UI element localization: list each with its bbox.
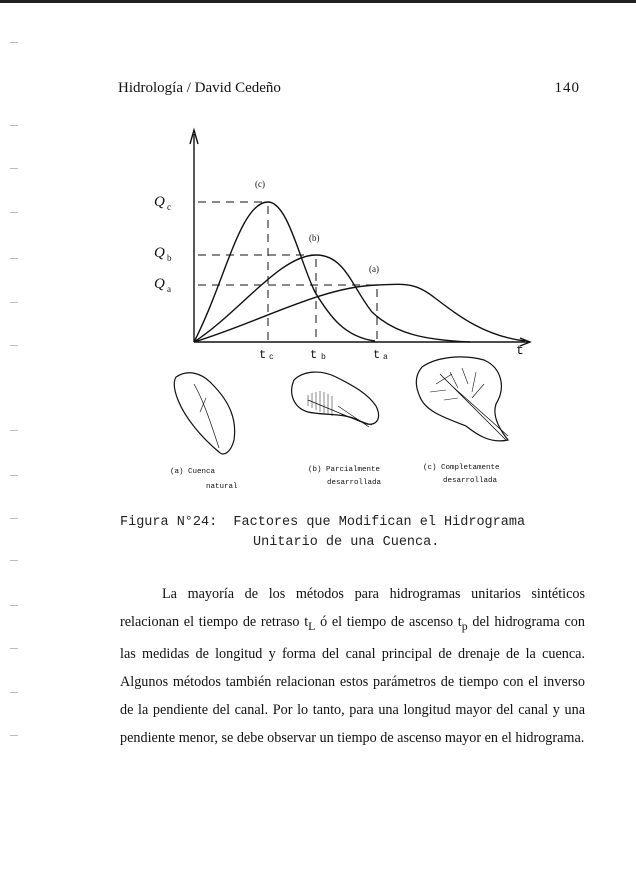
- curve-label-c: (c): [255, 179, 265, 189]
- paragraph-part-2: ó el tiempo de ascenso t: [315, 614, 462, 630]
- paragraph-part-1: La mayoría de los métodos para hidrogramas unitarios sintéticos relacionan el tiempo de retraso t: [120, 586, 585, 630]
- paragraph-part-3: del hidrograma con las medidas de longitud y forma del canal principal de drenaje de la cuenca. Algunos métodos también relacionan estos parámetros de tiempo con el inverso de la pendiente del canal. Por lo tanto, para una longitud mayor del canal y una pendiente menor, se debe observar un tiempo de ascenso mayor en el hidrograma.: [120, 614, 585, 746]
- panel-b-line2: desarrollada: [327, 479, 382, 487]
- curve-label-a: (a): [369, 264, 379, 274]
- x-label-ta: t: [373, 348, 381, 362]
- top-border: [0, 0, 636, 3]
- y-label-qb-sub: b: [167, 253, 172, 263]
- hydrograph-curve-b: [194, 255, 470, 342]
- x-axis-t-label: t: [516, 343, 524, 358]
- y-label-qb: Q: [154, 245, 165, 261]
- x-label-tc-sub: c: [269, 353, 274, 362]
- hydrograph-svg: [140, 122, 550, 497]
- caption-line-2: Unitario de una Cuenca.: [253, 535, 440, 550]
- panel-c-line1: (c) Completamente: [423, 464, 500, 472]
- y-label-qc-sub: c: [167, 202, 171, 212]
- page-number: 140: [554, 80, 580, 96]
- y-label-qa: Q: [154, 276, 165, 292]
- y-label-qa-sub: a: [167, 284, 171, 294]
- header-title: Hidrología / David Cedeño: [118, 80, 281, 96]
- body-paragraph: [120, 580, 585, 752]
- panel-c-line2: desarrollada: [443, 477, 498, 485]
- hydrograph-figure: [140, 122, 550, 497]
- x-label-tb: t: [310, 348, 318, 362]
- scan-margin-marks: [6, 0, 26, 872]
- watershed-developed-drawing: [416, 357, 508, 441]
- x-label-tc: t: [259, 348, 267, 362]
- subscript-p: p: [461, 618, 468, 633]
- panel-a-line1: (a) Cuenca: [170, 468, 216, 476]
- x-label-tb-sub: b: [321, 353, 326, 362]
- caption-line-1: Figura N°24: Factores que Modifican el Hidrograma: [120, 515, 526, 530]
- figure-caption: [120, 513, 590, 553]
- curve-label-b: (b): [309, 233, 320, 243]
- watershed-natural-drawing: [174, 373, 234, 454]
- y-label-qc: Q: [154, 194, 165, 210]
- watershed-partial-drawing: [292, 372, 379, 427]
- panel-a-line2: natural: [206, 483, 238, 491]
- subscript-l: L: [308, 618, 316, 633]
- running-header: [118, 80, 580, 102]
- x-label-ta-sub: a: [383, 353, 388, 362]
- panel-b-line1: (b) Parcialmente: [308, 466, 381, 474]
